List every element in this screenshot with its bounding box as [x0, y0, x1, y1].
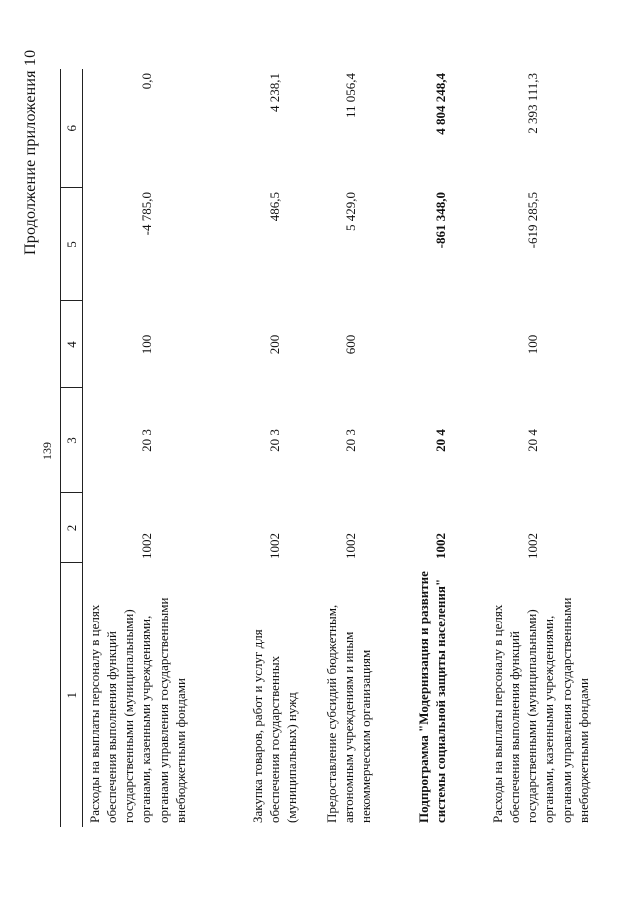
expense-type-code: 600 [343, 334, 358, 355]
expense-type-code [412, 301, 486, 388]
expense-type-code: 100 [525, 334, 540, 355]
target-article-code: 20 4 [433, 429, 448, 452]
row-name: Закупка товаров, работ и услуг для обеспечения государственных (муниципальных) нужд [250, 629, 300, 823]
amount-col6: 4 238,1 [267, 73, 282, 112]
appendix-title: Продолжение приложения 10 [22, 49, 39, 255]
target-article-code: 20 4 [525, 429, 540, 452]
section-code: 1002 [433, 533, 448, 559]
amount-col5: -861 348,0 [433, 192, 448, 249]
row-name: Предоставление субсидий бюджетным, автономным учреждениям и иным некоммерческим организациям [324, 604, 374, 823]
amount-col6: 2 393 111,3 [525, 73, 540, 134]
page-number: 139 [40, 442, 54, 460]
amount-col5: -4 785,0 [139, 192, 154, 236]
row-name: Расходы на выплаты персоналу в целях обеспечения выполнения функций государственными (муниципальными) органами, казенными учреждениями, органами управления государственными внебюджетными фондами [87, 597, 188, 823]
table-row-subprogram [412, 69, 486, 827]
target-article-code: 20 3 [267, 429, 282, 452]
section-code: 1002 [139, 533, 154, 559]
column-header: 5 [61, 188, 83, 301]
table-row [320, 69, 412, 827]
table-row [486, 69, 640, 827]
expense-type-code: 200 [267, 334, 282, 355]
column-header: 2 [61, 493, 83, 563]
target-article-code: 20 3 [139, 429, 154, 452]
amount-col6: 11 056,4 [343, 73, 358, 119]
column-header: 3 [61, 388, 83, 493]
column-header: 1 [61, 563, 83, 827]
budget-table [60, 69, 640, 827]
table-header-row [61, 69, 83, 827]
target-article-code: 20 3 [343, 429, 358, 452]
section-code: 1002 [525, 533, 540, 559]
section-code: 1002 [267, 533, 282, 559]
expense-type-code: 100 [139, 334, 154, 355]
column-header: 6 [61, 69, 83, 188]
section-code: 1002 [343, 533, 358, 559]
table-row [246, 69, 320, 827]
amount-col6: 0,0 [139, 73, 154, 90]
table-row [83, 69, 247, 827]
amount-col6: 4 804 248,4 [433, 73, 448, 135]
row-name: Подпрограмма "Модернизация и развитие системы социальной защиты населения" [416, 571, 449, 823]
row-name: Расходы на выплаты персоналу в целях обеспечения выполнения функций государственными (муниципальными) органами, казенными учреждениями, органами управления государственными внебюджетными фондами [490, 597, 591, 823]
amount-col5: 5 429,0 [343, 192, 358, 231]
amount-col5: -619 285,5 [525, 192, 540, 249]
amount-col5: 486,5 [267, 192, 282, 222]
column-header: 4 [61, 301, 83, 388]
